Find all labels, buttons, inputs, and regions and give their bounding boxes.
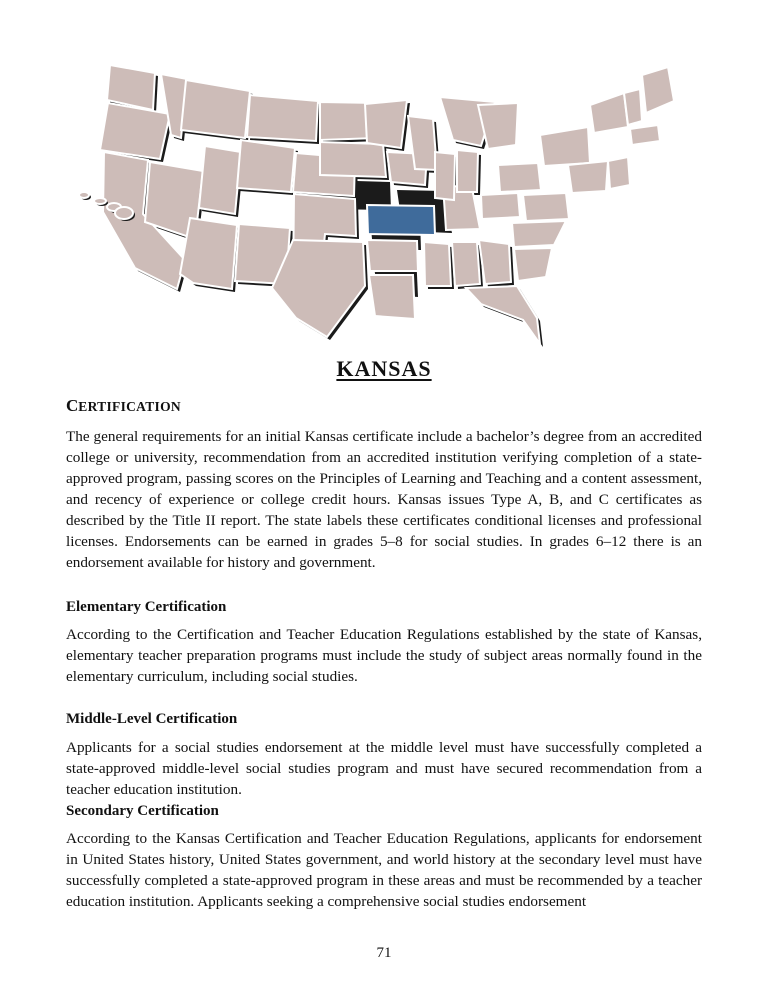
middle-level-heading: Middle-Level Certification (66, 711, 238, 727)
us-map-illustration (68, 45, 688, 365)
elementary-heading: Elementary Certification (66, 599, 227, 615)
elementary-paragraph: According to the Certification and Teacher Education Regulations established by the state of Kansas, elementary teacher preparation programs must include the study of subject areas normally found in the elementary curriculum, including social studies. (66, 626, 702, 685)
certification-heading-rest: ERTIFICATION (78, 399, 181, 414)
certification-heading-initial: C (66, 396, 79, 415)
certification-heading (66, 396, 181, 416)
certification-paragraph: The general requirements for an initial Kansas certificate include a bachelor’s degree from an accredited college or university, recommendation from an accredited institution verifying completion of a state-approved program, passing scores on the Principles of Learning and Teaching and a content assessment, and recency of experience or college credit hours. Kansas issues Type A, B, and C certificates as described by the Title II report. The state labels these certificates conditional licenses and professional licenses. Endorsements can be earned in grades 5–8 for social studies. In grades 6–12 there is an endorsement available for history and government. (66, 428, 702, 571)
kansas-state-highlight (367, 205, 435, 235)
page-number: 71 (376, 945, 392, 961)
page-title: KANSAS (336, 356, 432, 381)
map-states (100, 65, 674, 344)
secondary-heading: Secondary Certification (66, 803, 219, 819)
secondary-paragraph: According to the Kansas Certification and Teacher Education Regulations, applicants for endorsement in United States history, United States government, and world history at the secondary level must have successfully completed a state-approved program in these areas and must be recommended by a teacher education institution. Applicants seeking a comprehensive social studies endorsement (66, 830, 702, 910)
middle-level-paragraph: Applicants for a social studies endorsement at the middle level must have successfully completed a state-approved middle-level social studies program and must have secured recommendation from a teacher education institution. (66, 739, 702, 798)
